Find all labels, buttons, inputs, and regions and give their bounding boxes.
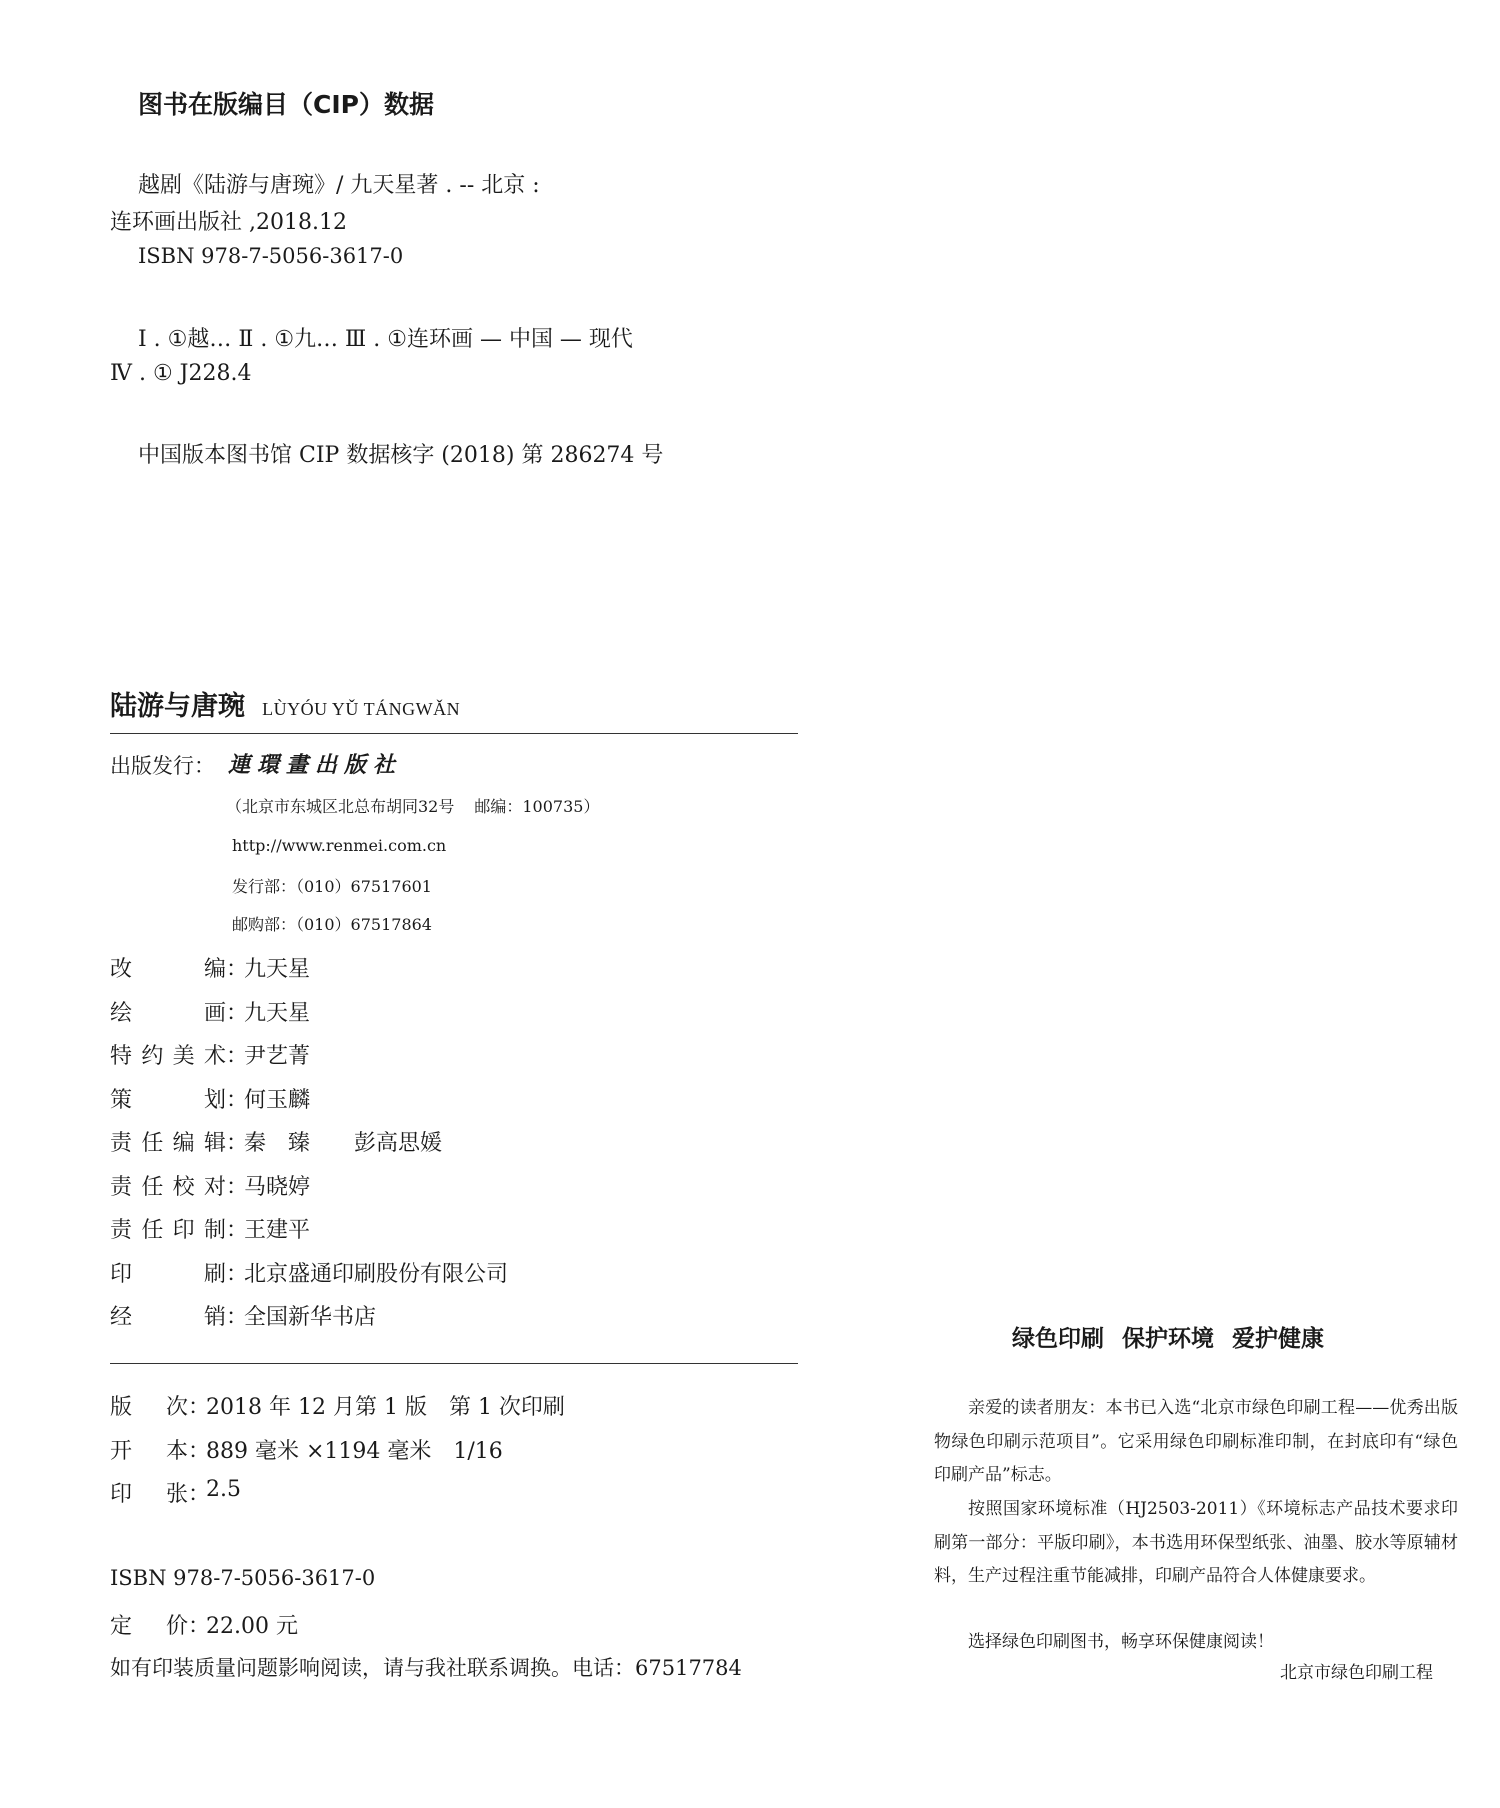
spec-label-char: 张 — [165, 1482, 188, 1507]
credit-label — [110, 952, 226, 983]
publisher-sales-phone: 发行部：（010）67517601 — [232, 877, 432, 896]
publisher-address — [226, 794, 619, 817]
book-title-chinese: 陆游与唐琬 — [110, 691, 245, 722]
divider-middle — [110, 1363, 798, 1364]
credit-row — [110, 1300, 376, 1331]
credit-colon: ： — [226, 1044, 249, 1069]
credit-label — [110, 1300, 226, 1331]
spec-label — [110, 1434, 188, 1465]
cip-title-line: 越剧《陆游与唐琬》/ 九天星著 . -- 北京 : — [138, 173, 540, 198]
credit-label-char: 印 — [172, 1218, 195, 1243]
credit-colon: ： — [226, 1218, 249, 1243]
price-label-char: 价 — [165, 1614, 188, 1639]
credit-label — [110, 1039, 226, 1070]
cip-publisher-line: 连环画出版社 ,2018.12 — [110, 210, 347, 235]
spec-colon: ： — [188, 1482, 211, 1507]
green-printing-title: 绿色印刷 保护环境 爱护健康 — [1012, 1326, 1325, 1352]
cip-classification-2: Ⅳ . ① J228.4 — [110, 361, 252, 386]
spec-label-char: 次 — [165, 1395, 188, 1420]
book-title-pinyin: LÙYÓU YǓ TÁNGWǍN — [262, 699, 461, 719]
credit-label-char: 改 — [110, 957, 133, 982]
quality-notice: 如有印装质量问题影响阅读，请与我社联系调换。电话：67517784 — [110, 1656, 742, 1680]
credit-label-char: 美 — [172, 1044, 195, 1069]
spec-label — [110, 1477, 188, 1508]
credit-row — [110, 1083, 310, 1114]
credit-label-char: 编 — [203, 957, 226, 982]
credit-label-char: 责 — [110, 1131, 133, 1156]
publisher-street: （北京市东城区北总布胡同32号 — [226, 797, 455, 816]
spec-label — [110, 1390, 188, 1421]
credit-row — [110, 1039, 310, 1070]
credit-label — [110, 1170, 226, 1201]
credit-colon: ： — [226, 1261, 249, 1287]
green-signature: 北京市绿色印刷工程 — [1280, 1663, 1433, 1683]
credit-row — [110, 1170, 310, 1201]
footer-isbn: ISBN 978-7-5056-3617-0 — [110, 1566, 376, 1590]
credit-label-char: 经 — [110, 1305, 133, 1330]
green-paragraph-3: 选择绿色印刷图书，畅享环保健康阅读！ — [968, 1632, 1274, 1652]
credit-label — [110, 1126, 226, 1157]
credit-value: 尹艺菁 — [244, 1044, 311, 1069]
spec-label-char: 印 — [110, 1482, 133, 1507]
spec-value: 889 毫米 ×1194 毫米 1/16 — [206, 1438, 503, 1464]
credit-label-char: 销 — [203, 1305, 226, 1330]
spec-label-char: 开 — [110, 1438, 133, 1464]
price-colon: ： — [188, 1614, 211, 1639]
credit-colon: ： — [226, 1305, 249, 1330]
credit-colon: ： — [226, 1000, 249, 1026]
credit-value: 王建平 — [244, 1218, 311, 1243]
credit-label-char: 术 — [203, 1044, 226, 1069]
credit-colon: ： — [226, 1131, 249, 1156]
publisher-mail-order-phone: 邮购部：（010）67517864 — [232, 915, 432, 934]
credit-value: 秦 臻 彭高思媛 — [244, 1131, 443, 1156]
spec-row — [110, 1390, 565, 1421]
credit-label — [110, 996, 226, 1027]
credit-value: 九天星 — [244, 957, 311, 982]
credit-label-char: 责 — [110, 1174, 133, 1200]
credit-label-char: 对 — [203, 1174, 226, 1200]
credit-label-char: 印 — [110, 1261, 133, 1287]
credit-label — [110, 1257, 226, 1288]
cip-isbn: ISBN 978-7-5056-3617-0 — [138, 244, 404, 268]
credit-label-char: 编 — [172, 1131, 195, 1156]
credit-label-char: 画 — [203, 1000, 226, 1026]
credit-value: 马晓婷 — [244, 1174, 311, 1200]
credit-value: 北京盛通印刷股份有限公司 — [244, 1261, 509, 1287]
credit-label-char: 校 — [172, 1174, 195, 1200]
credit-colon: ： — [226, 957, 249, 982]
spec-colon: ： — [188, 1438, 211, 1464]
publisher-logo-name: 連環畫出版社 — [228, 752, 403, 778]
credit-label — [110, 1083, 226, 1114]
spec-colon: ： — [188, 1395, 211, 1420]
credit-label-char: 约 — [141, 1044, 164, 1069]
cip-classification-1: Ⅰ . ①越… Ⅱ . ①九… Ⅲ . ①连环画 — 中国 — 现代 — [138, 327, 633, 352]
credit-label — [110, 1213, 226, 1244]
book-title — [110, 684, 460, 723]
publisher-label: 出版发行： — [110, 754, 215, 778]
price-label — [110, 1609, 188, 1640]
credit-label-char: 任 — [141, 1131, 164, 1156]
credit-value: 九天星 — [244, 1000, 311, 1026]
credit-label-char: 划 — [203, 1087, 226, 1113]
credit-label-char: 策 — [110, 1087, 133, 1113]
price-value: 22.00 元 — [206, 1614, 298, 1639]
credit-label-char: 责 — [110, 1218, 133, 1243]
spec-row — [110, 1477, 241, 1508]
credit-colon: ： — [226, 1174, 249, 1200]
divider-top — [110, 733, 798, 734]
credit-row — [110, 1213, 310, 1244]
green-paragraph-2: 按照国家环境标准（HJ2503-2011）《环境标志产品技术要求印刷第一部分：平版印刷》，本书选用环保型纸张、油墨、胶水等原辅材料，生产过程注重节能减排，印刷产品符合人体健康要求。 — [934, 1499, 1458, 1586]
credit-label-char: 任 — [141, 1218, 164, 1243]
credit-colon: ： — [226, 1087, 249, 1113]
credit-label-char: 绘 — [110, 1000, 133, 1026]
publisher-website: http://www.renmei.com.cn — [232, 836, 447, 855]
credit-row — [110, 1126, 442, 1157]
price-row — [110, 1609, 298, 1640]
credit-row — [110, 1257, 508, 1288]
credit-label-char: 特 — [110, 1044, 133, 1069]
spec-value: 2018 年 12 月第 1 版 第 1 次印刷 — [206, 1395, 565, 1420]
credit-label-char: 任 — [141, 1174, 164, 1200]
spec-label-char: 本 — [165, 1438, 188, 1464]
credit-label-char: 辑 — [203, 1131, 226, 1156]
credit-value: 全国新华书店 — [244, 1305, 377, 1330]
credit-row — [110, 952, 310, 983]
spec-row — [110, 1434, 503, 1465]
cip-heading: 图书在版编目（CIP）数据 — [138, 90, 434, 119]
green-paragraph-1: 亲爱的读者朋友：本书已入选“北京市绿色印刷工程——优秀出版物绿色印刷示范项目”。它采用绿色印刷标准印制，在封底印有“绿色印刷产品”标志。 — [934, 1398, 1458, 1485]
spec-value: 2.5 — [206, 1477, 241, 1502]
credit-value: 何玉麟 — [244, 1087, 311, 1113]
publisher-postcode: 邮编：100735） — [474, 797, 600, 816]
price-label-char: 定 — [110, 1614, 133, 1639]
credit-label-char: 刷 — [203, 1261, 226, 1287]
credit-label-char: 制 — [203, 1218, 226, 1243]
spec-label-char: 版 — [110, 1395, 133, 1420]
cip-record-number: 中国版本图书馆 CIP 数据核字 (2018) 第 286274 号 — [138, 443, 664, 468]
credit-row — [110, 996, 310, 1027]
